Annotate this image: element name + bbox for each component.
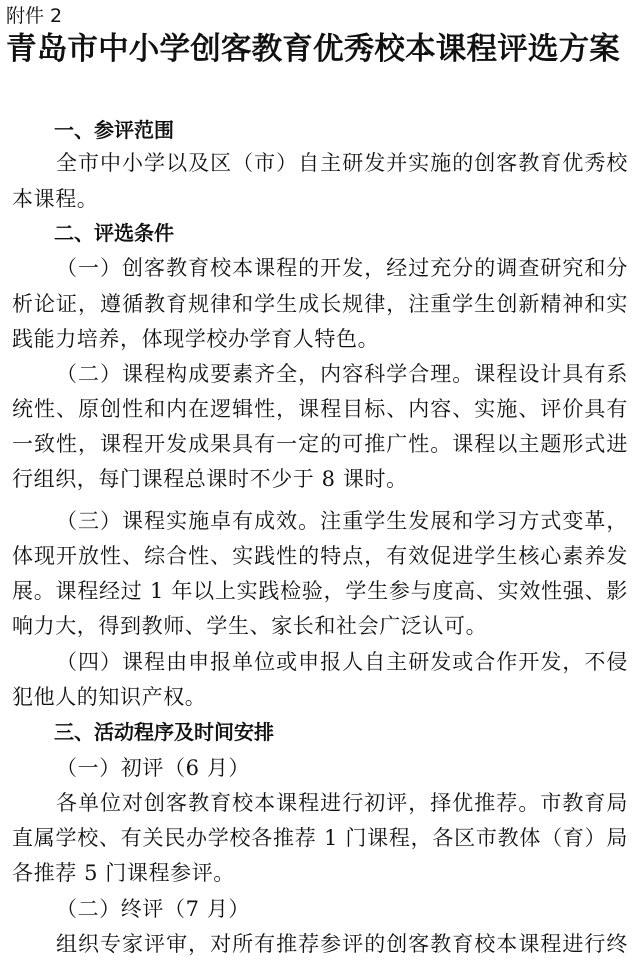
paragraph-line: 本课程。 [12,187,99,211]
paragraph-line: 体现开放性、综合性、实践性的特点，有效促进学生核心素养发 [12,544,628,568]
paragraph-line: 组织专家评审，对所有推荐参评的创客教育校本课程进行终 [56,932,628,956]
paragraph-line: 统性、原创性和内在逻辑性，课程目标、内容、实施、评价具有 [12,397,628,421]
attachment-label: 附件 2 [6,5,63,27]
document-title: 青岛市中小学创客教育优秀校本课程评选方案 [6,32,620,67]
paragraph-line: 犯他人的知识产权。 [12,685,207,709]
paragraph-line: （二）课程构成要素齐全，内容科学合理。课程设计具有系 [56,362,628,386]
paragraph-line: （一）创客教育校本课程的开发，经过充分的调查研究和分 [56,256,628,280]
paragraph-line: 行组织，每门课程总课时不少于 8 课时。 [12,467,408,491]
paragraph-line: （一）初评（6 月） [56,756,251,780]
paragraph-line: 各推荐 5 门课程参评。 [12,861,235,885]
paragraph-line: （三）课程实施卓有成效。注重学生发展和学习方式变革， [56,509,628,533]
paragraph-line: 展。课程经过 1 年以上实践检验，学生参与度高、实效性强、影 [12,579,628,603]
paragraph-line: 直属学校、有关民办学校各推荐 1 门课程，各区市教体（育）局 [12,826,628,850]
paragraph-line: 全市中小学以及区（市）自主研发并实施的创客教育优秀校 [56,151,628,175]
paragraph-line: （二）终评（7 月） [56,897,251,921]
section-heading-scope: 一、参评范围 [54,118,174,142]
paragraph-line: 析论证，遵循教育规律和学生成长规律，注重学生创新精神和实 [12,292,628,316]
paragraph-line: 一致性，课程开发成果具有一定的可推广性。课程以主题形式进 [12,432,628,456]
paragraph-line: （四）课程由申报单位或申报人自主研发或合作开发，不侵 [56,650,628,674]
section-heading-schedule: 三、活动程序及时间安排 [54,720,274,744]
paragraph-line: 践能力培养，体现学校办学育人特色。 [12,327,380,351]
paragraph-line: 各单位对创客教育校本课程进行初评，择优推荐。市教育局 [56,791,628,815]
paragraph-line: 响力大，得到教师、学生、家长和社会广泛认可。 [12,614,488,638]
section-heading-criteria: 二、评选条件 [54,221,174,245]
